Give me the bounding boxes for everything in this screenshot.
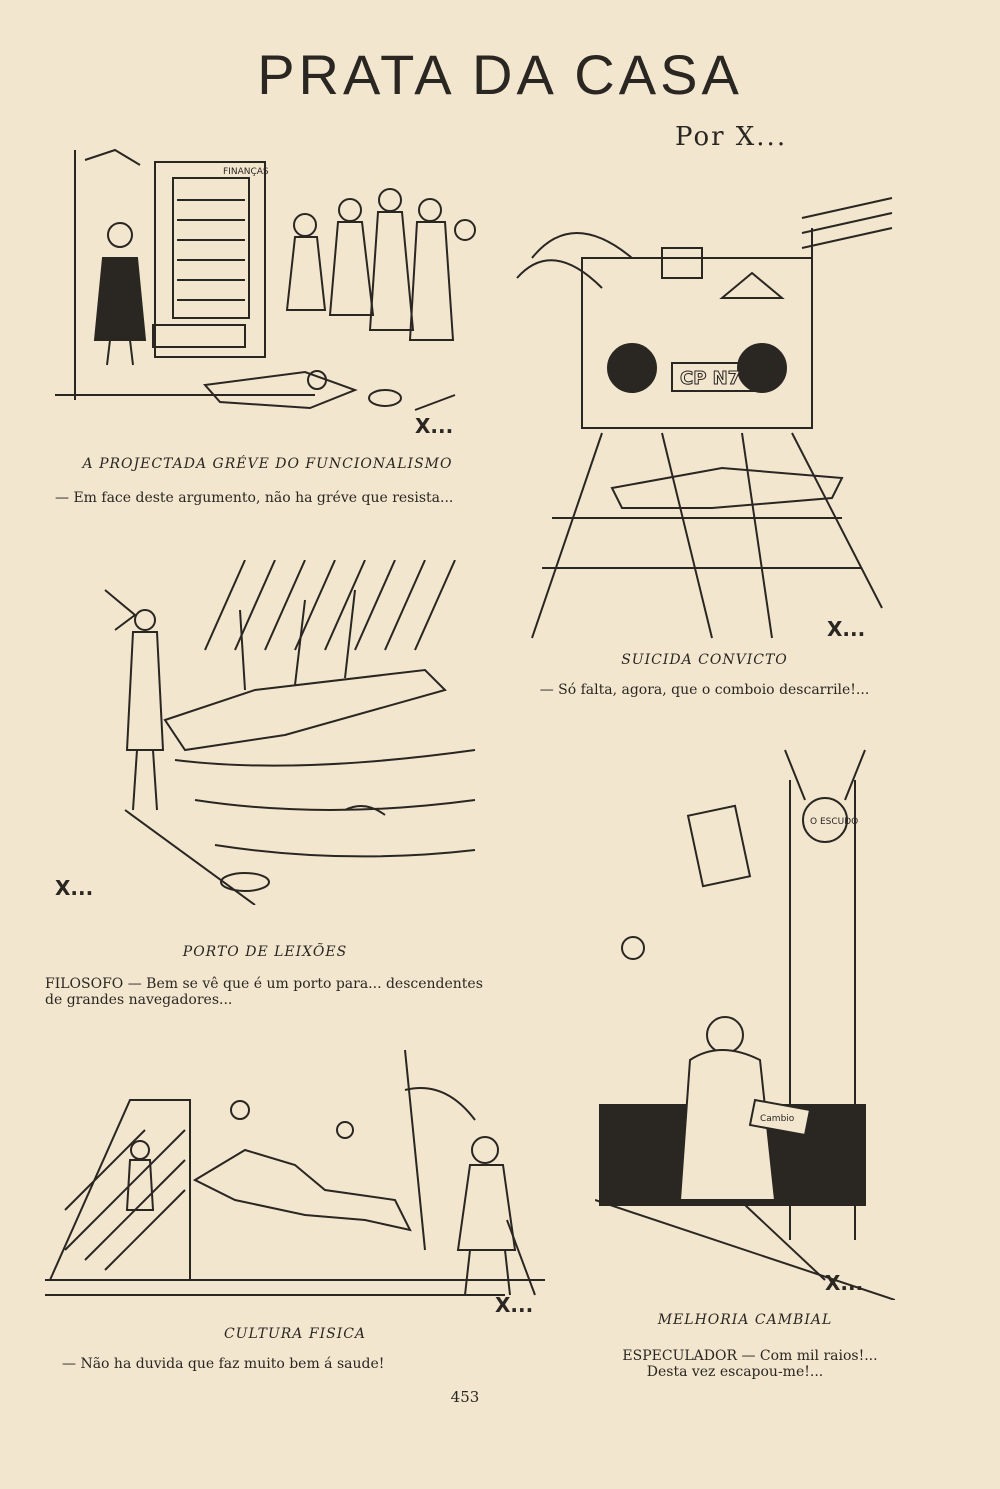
caption-suicida: SUICIDA CONVICTO — [621, 652, 788, 668]
panel-signature: X... — [55, 876, 94, 900]
sign-escudo: O ESCUDO — [810, 817, 859, 827]
cartoon-porto-drawing — [45, 560, 485, 905]
caption-cambial: MELHORIA CAMBIAL — [657, 1312, 833, 1328]
cartoon-greve — [55, 140, 480, 440]
byline: Por X... — [675, 122, 788, 152]
cartoon-porto — [45, 560, 485, 905]
cartoon-cultura-drawing — [45, 1050, 545, 1318]
sign-locomotive: CP N7 — [680, 368, 741, 389]
panel-signature: X... — [495, 1293, 534, 1317]
cartoon-suicida — [512, 188, 897, 640]
caption-porto: PORTO DE LEIXÕES — [182, 944, 348, 960]
caption-greve: A PROJECTADA GRÉVE DO FUNCIONALISMO — [82, 456, 453, 472]
text-cambial-line-2: Desta vez escapou-me!... — [646, 1364, 824, 1380]
cartoon-cambial — [595, 740, 895, 1300]
text-suicida: — Só falta, agora, que o comboio descarrile!... — [539, 682, 870, 698]
page-title: PRATA DA CASA — [257, 43, 743, 106]
cartoon-greve-drawing — [55, 140, 480, 440]
sign-financas: FINANÇAS — [223, 167, 269, 177]
cartoon-cambial-drawing — [595, 740, 895, 1300]
panel-signature: X... — [827, 617, 866, 640]
cartoon-suicida-drawing — [512, 188, 897, 640]
panel-signature: X... — [825, 1271, 864, 1295]
caption-cultura: CULTURA FISICA — [223, 1326, 367, 1342]
sign-cambio: Cambio — [760, 1114, 795, 1124]
text-porto: FILOSOFO — Bem se vê que é um porto para... descendentes de grandes navegadores... — [45, 976, 483, 1008]
panel-signature: X... — [415, 414, 454, 438]
text-greve: — Em face deste argumento, não ha gréve que resista... — [55, 490, 454, 506]
cartoon-cultura — [45, 1050, 545, 1318]
page-number: 453 — [450, 1388, 480, 1406]
text-cambial-line-1: ESPECULADOR — Com mil raios!... — [622, 1348, 878, 1364]
text-cultura: — Não ha duvida que faz muito bem á saude! — [62, 1356, 385, 1372]
